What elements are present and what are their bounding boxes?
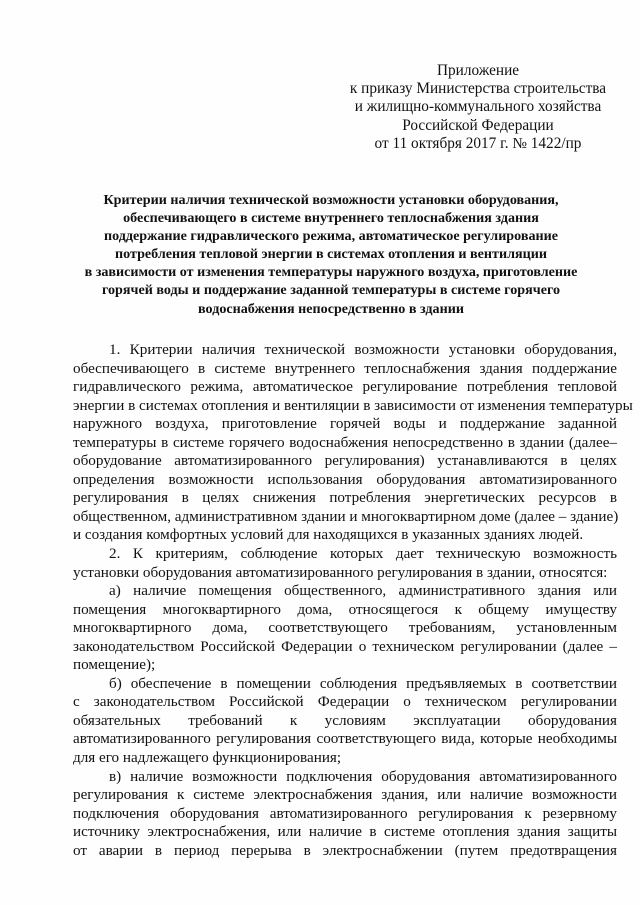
body-line: общественном, административном здании и многоквартирном доме (далее – здание) [73,507,619,525]
body-line: 2. К критериям, соблюдение которых дает техническую возможность [109,545,617,563]
appendix-line: к приказу Министерства строительства [349,80,607,98]
body-line: для его надлежащего функционирования; [73,749,342,767]
appendix-line: и жилищно-коммунального хозяйства [354,98,602,116]
title-line: горячей воды и поддержание заданной температуры в системе горячего [101,282,561,299]
body-line: обязательных требований к условиям эксплуатации оборудования [73,711,617,729]
body-line: наружного воздуха, приготовление горячей воды и поддержание заданной [73,415,617,433]
body-line: и создания комфортных условий для находящихся в указанных зданиях людей. [73,526,584,544]
body-line: помещение); [73,656,156,674]
body-line: в) наличие возможности подключения оборудования автоматизированного [109,767,617,785]
body-line: многоквартирного дома, соответствующего требованиям, установленным [73,619,617,637]
body-line: регулирования к системе электроснабжения здания, или наличие возможности [73,786,617,804]
body-line: гидравлического режима, автоматическое регулирование потребления тепловой [73,378,617,396]
appendix-line: от 11 октября 2017 г. № 1422/пр [374,134,582,152]
body-line: с законодательством Российской Федерации о техническом регулировании [73,693,617,711]
document-body [73,341,633,860]
body-line: оборудование автоматизированного регулирования) устанавливаются в целях [73,452,617,470]
body-line: энергии в системах отопления и вентиляции в зависимости от изменения температуры [73,396,633,414]
title-line: обеспечивающего в системе внутреннего теплоснабжения здания [123,210,539,227]
appendix-line: Российской Федерации [402,116,554,134]
body-line: регулирования в целях снижения потребления энергетических ресурсов в [73,489,617,507]
appendix-line: Приложение [436,62,520,79]
body-line: определения возможности использования оборудования автоматизированного [73,470,617,488]
title-line: поддержание гидравлического режима, автоматическое регулирование [104,228,558,245]
body-line: б) обеспечение в помещении соблюдения предъявляемых в соответствии [109,674,617,692]
body-line: температуры в системе горячего водоснабжения непосредственно в здании (далее– [73,433,617,451]
appendix-header [340,62,616,153]
title-line: в зависимости от изменения температуры наружного воздуха, приготовление [84,264,578,281]
body-line: 1. Критерии наличия технической возможности установки оборудования, [109,341,617,358]
body-line: обеспечивающего в системе внутреннего теплоснабжения здания поддержание [73,359,617,377]
body-line: подключения оборудования автоматизированного регулирования к резервному [73,804,617,822]
title-line: потребления тепловой энергии в системах отопления и вентиляции [115,246,547,263]
body-line: установки оборудования автоматизированного регулирования в здании, относятся: [73,563,608,581]
body-line: от аварии в период перерыва в электроснабжении (путем предотвращения [73,841,617,859]
body-line: законодательством Российской Федерации о техническом регулировании (далее – [73,637,617,655]
body-line: помещения многоквартирного дома, относящегося к общему имуществу [73,600,617,618]
title-line: Критерии наличия технической возможности установки оборудования, [103,192,559,208]
title-line: водоснабжения непосредственно в здании [198,300,464,317]
body-line: источнику электроснабжения, или наличие в системе отопления здания защиты [73,823,617,841]
body-line: а) наличие помещения общественного, административного здания или [109,582,617,600]
body-line: автоматизированного регулирования соответствующего вида, которые необходимы [73,730,617,748]
document-title [62,191,600,318]
